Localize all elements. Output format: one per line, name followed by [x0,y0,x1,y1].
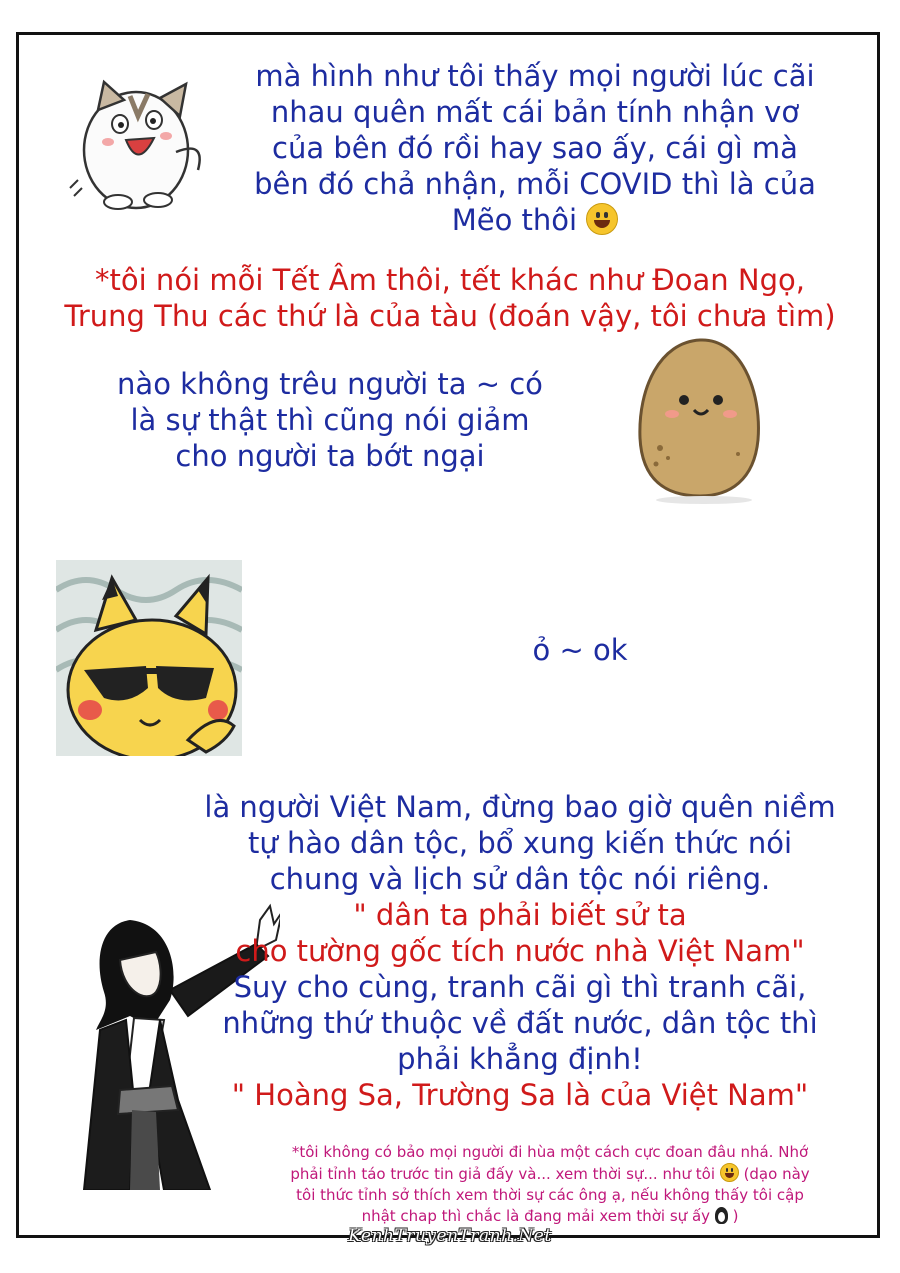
message-block-3 [70,366,590,474]
message-block-4: ỏ ~ ok [532,633,628,667]
text-line: " Hoàng Sa, Trường Sa là của Việt Nam" [231,1078,809,1112]
text-line: của bên đó rồi hay sao ấy, cái gì mà [272,131,798,165]
text-line: phải khẳng định! [397,1042,643,1076]
message-block-2 [24,262,876,334]
text-line: là sự thật thì cũng nói giảm [130,403,530,437]
pikachu-sunglasses-icon [56,560,242,756]
text-fragment: nhật chap thì chắc là đang mải xem thời sự ấy [361,1207,711,1225]
text-line: mà hình như tôi thấy mọi người lúc cãi [255,59,815,93]
footnote-line: *tôi không có bảo mọi người đi hùa một cách cực đoan đâu nhá. Nhớ [291,1143,809,1161]
text-line [210,202,860,238]
footnote-line: tôi thức tỉnh sở thích xem thời sự các ông ạ, nếu không thấy tôi cập [296,1186,804,1204]
text-line: cho người ta bớt ngại [175,439,485,473]
text-line: tự hào dân tộc, bổ xung kiến thức nói [247,826,793,860]
text-line: chung và lịch sử dân tộc nói riêng. [269,862,771,896]
grinning-face-icon [586,203,618,235]
potato-sticker-icon [620,330,780,505]
watermark: KenhTruyenTranh.Net [348,1226,552,1246]
text-line: Trung Thu các thứ là của tàu (đoán vậy, tôi chưa tìm) [64,299,836,333]
grinning-face-icon [720,1163,739,1182]
text-fragment: Mẽo thôi [451,203,578,237]
footnote-line: nhật chap thì chắc là đang mải xem thời sự ấy ) [361,1207,739,1225]
text-line: cho tường gốc tích nước nhà Việt Nam" [235,934,805,968]
text-line: " dân ta phải biết sử ta [353,898,687,932]
footnote-line [230,1163,870,1185]
text-line: là người Việt Nam, đừng bao giờ quên niềm [204,790,836,824]
text-line: *tôi nói mỗi Tết Âm thôi, tết khác như Đoan Ngọ, [95,263,805,297]
text-line: những thứ thuộc về đất nước, dân tộc thì [222,1006,818,1040]
penguin-icon [715,1207,728,1224]
text-line: bên đó chả nhận, mỗi COVID thì là của [254,167,816,201]
cat-sticker-icon [68,70,218,220]
text-line: nào không trêu người ta ~ có [117,367,543,401]
message-block-1 [210,58,860,238]
footnote [230,1142,870,1227]
text-line: Suy cho cùng, tranh cãi gì thì tranh cãi, [233,970,807,1004]
text-fragment: phải tỉnh táo trước tin giả đấy và... xem thời sự... như tôi [290,1165,715,1183]
text-fragment: (dạo này [743,1165,810,1183]
message-block-5 [140,789,900,1113]
text-line: nhau quên mất cái bản tính nhận vơ [270,95,800,129]
